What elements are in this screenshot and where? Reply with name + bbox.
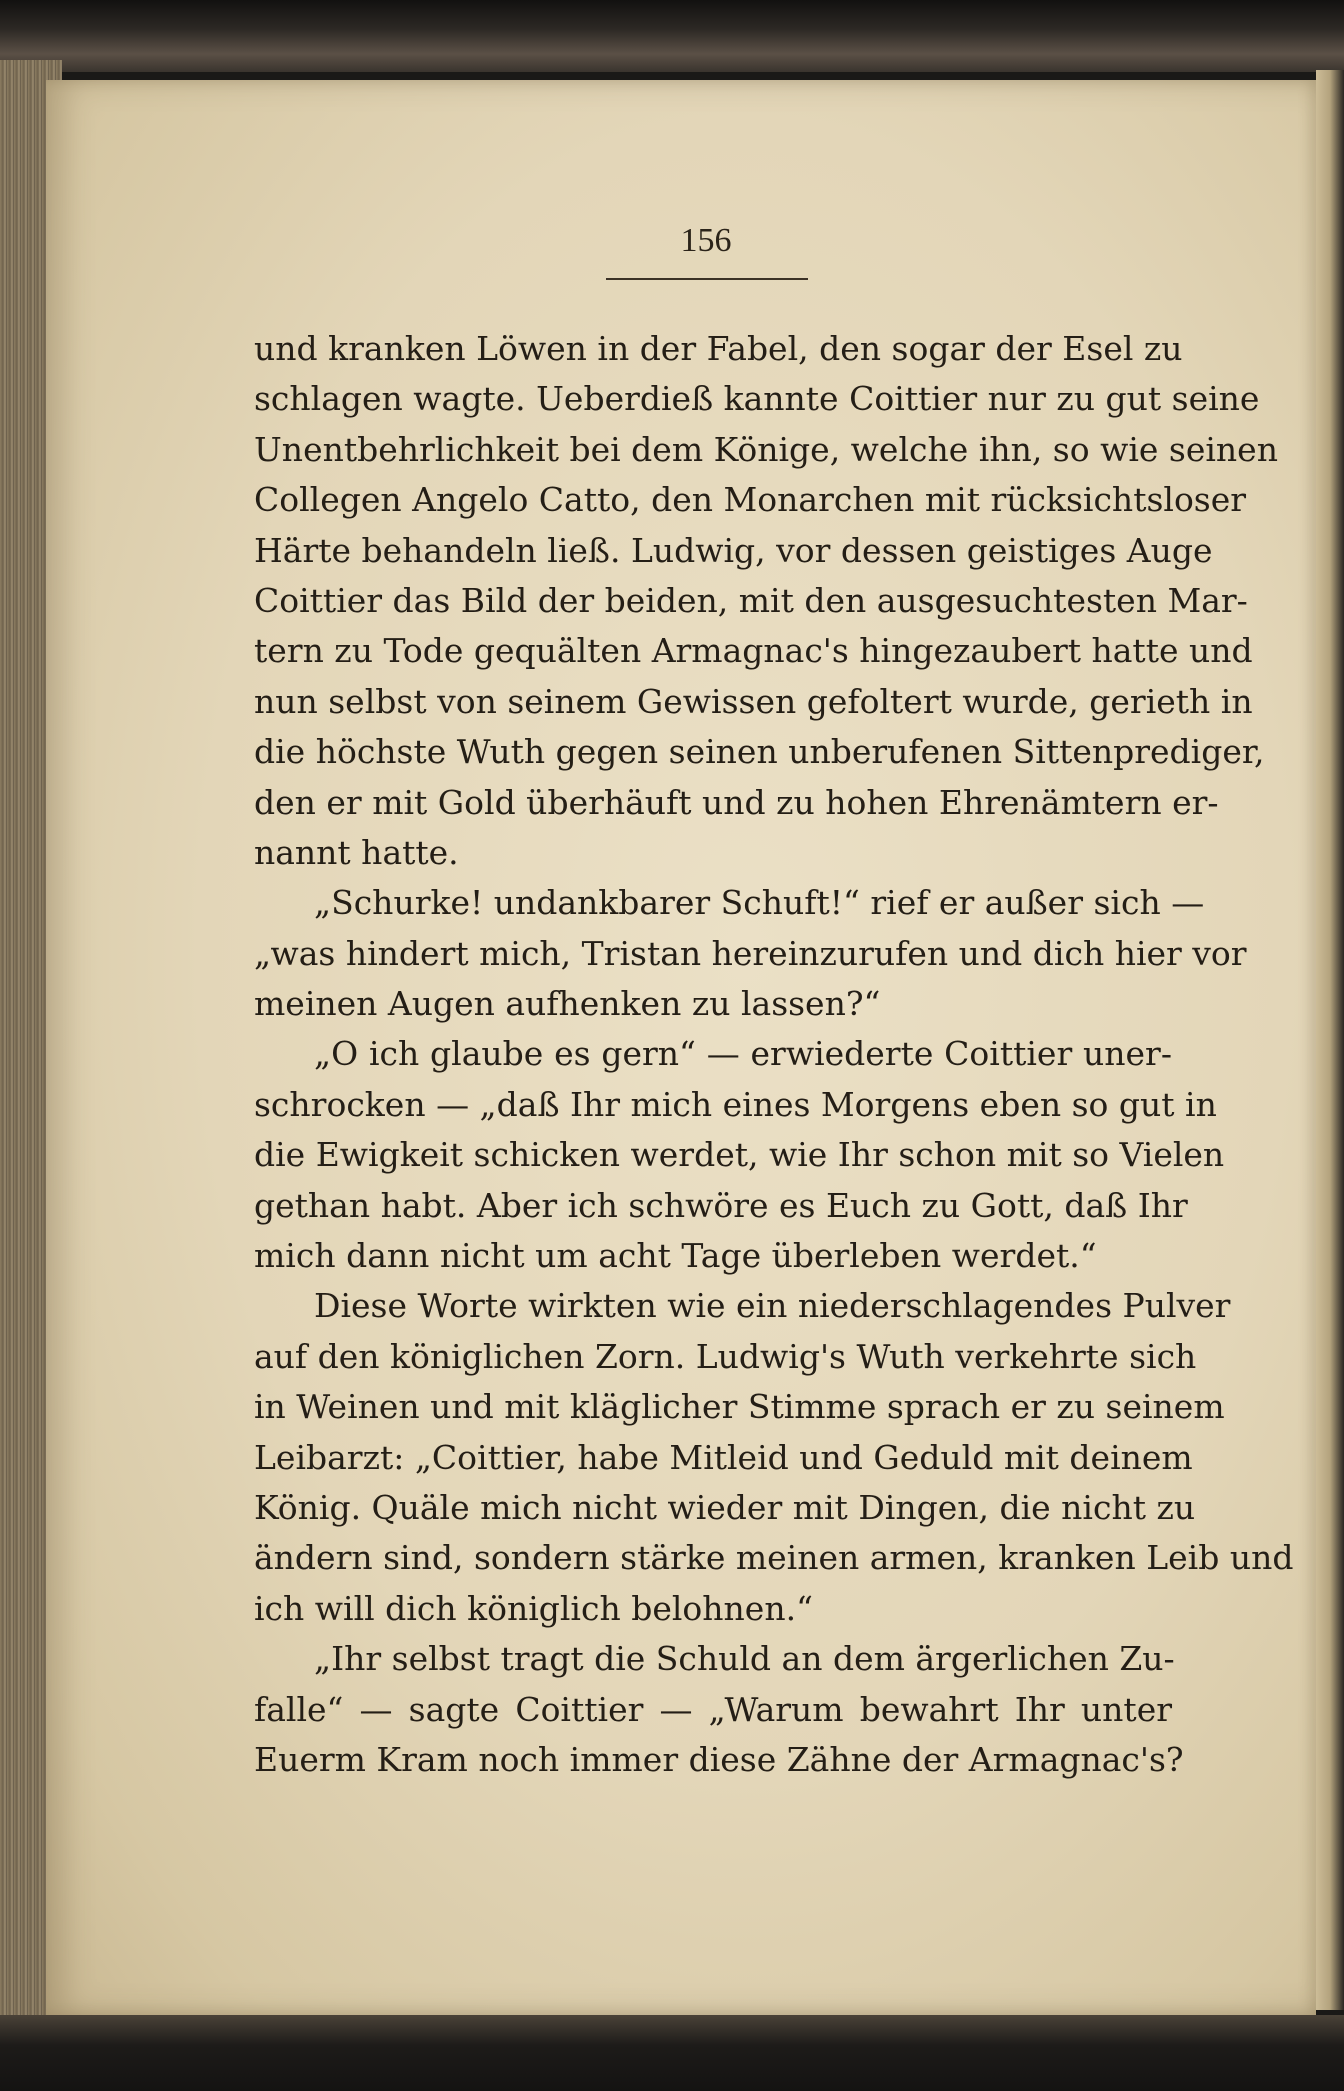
- text-line: „Schurke! undankbarer Schuft!“ rief er außer sich —: [314, 883, 1205, 923]
- text-line: tern zu Tode gequälten Armagnac's hingezaubert hatte und: [254, 631, 1253, 671]
- top-binding-edge: [0, 0, 1344, 72]
- text-line: „O ich glaube es gern“ — erwiederte Coittier uner-: [314, 1034, 1172, 1074]
- header-rule: [606, 278, 808, 280]
- text-line: Collegen Angelo Catto, den Monarchen mit rücksichtsloser: [254, 480, 1247, 520]
- page-right-edge: [1316, 70, 1344, 2010]
- text-line: in Weinen und mit kläglicher Stimme sprach er zu seinem: [254, 1387, 1225, 1427]
- text-line: die Ewigkeit schicken werdet, wie Ihr schon mit so Vielen: [254, 1135, 1225, 1175]
- text-line: schrocken — „daß Ihr mich eines Morgens eben so gut in: [254, 1084, 1217, 1124]
- text-line: meinen Augen aufhenken zu lassen?“: [254, 984, 881, 1024]
- text-line: gethan habt. Aber ich schwöre es Euch zu Gott, daß Ihr: [254, 1185, 1188, 1225]
- text-line: Euerm Kram noch immer diese Zähne der Armagnac's?: [254, 1739, 1184, 1779]
- text-line: „Ihr selbst tragt die Schuld an dem ärgerlichen Zu-: [314, 1639, 1175, 1679]
- text-line: die höchste Wuth gegen seinen unberufenen Sittenprediger,: [254, 732, 1265, 772]
- text-line: ändern sind, sondern stärke meinen armen, kranken Leib und: [254, 1538, 1294, 1578]
- text-line: und kranken Löwen in der Fabel, den sogar der Esel zu: [254, 329, 1183, 368]
- text-line: nun selbst von seinem Gewissen gefoltert wurde, gerieth in: [254, 681, 1253, 721]
- text-line: „was hindert mich, Tristan hereinzurufen und dich hier vor: [254, 933, 1247, 973]
- text-line: Unentbehrlichkeit bei dem Könige, welche ihn, so wie seinen: [254, 429, 1278, 469]
- text-line: Härte behandeln ließ. Ludwig, vor dessen geistiges Auge: [254, 530, 1213, 570]
- text-line: den er mit Gold überhäuft und zu hohen Ehrenämtern er-: [254, 782, 1219, 822]
- text-line: schlagen wagte. Ueberdieß kannte Coittier nur zu gut seine: [254, 379, 1260, 419]
- text-line: nannt hatte.: [254, 832, 459, 872]
- text-line: mich dann nicht um acht Tage überleben werdet.“: [254, 1236, 1097, 1276]
- text-line: Diese Worte wirkten wie ein niederschlagendes Pulver: [314, 1286, 1231, 1326]
- text-line: auf den königlichen Zorn. Ludwig's Wuth verkehrte sich: [254, 1336, 1197, 1376]
- text-line: König. Quäle mich nicht wieder mit Dingen, die nicht zu: [254, 1487, 1196, 1527]
- bottom-binding-edge: [0, 2015, 1344, 2091]
- text-line: Coittier das Bild der beiden, mit den ausgesuchtesten Mar-: [254, 580, 1248, 620]
- text-line: Leibarzt: „Coittier, habe Mitleid und Geduld mit deinem: [254, 1437, 1193, 1477]
- body-text: [254, 324, 1294, 1785]
- text-line: falle“ — sagte Coittier — „Warum bewahrt Ihr unter: [254, 1689, 1172, 1729]
- text-line: ich will dich königlich belohnen.“: [254, 1588, 813, 1628]
- page-number: 156: [680, 222, 732, 259]
